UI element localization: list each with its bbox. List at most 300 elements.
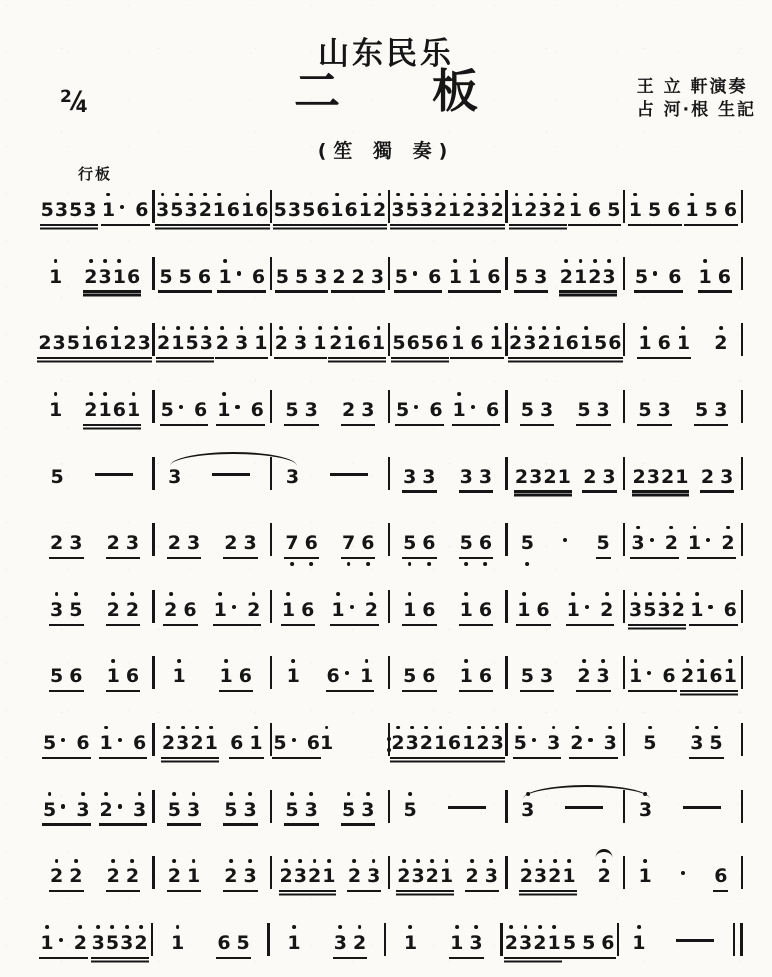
note-group bbox=[450, 933, 482, 954]
augmentation-dot bbox=[59, 938, 63, 942]
note-digits bbox=[107, 600, 139, 621]
note-group bbox=[348, 866, 380, 887]
note-number: 6 bbox=[357, 332, 371, 355]
note-group bbox=[569, 200, 621, 221]
barline bbox=[270, 323, 273, 356]
measure bbox=[626, 533, 739, 561]
measure bbox=[38, 400, 151, 428]
note-number: 3 bbox=[720, 465, 734, 488]
score-line bbox=[38, 586, 744, 628]
note-number: 3 bbox=[657, 598, 671, 621]
note-number: 1 bbox=[448, 265, 463, 288]
note-digits bbox=[49, 400, 62, 421]
note-number: 2 bbox=[700, 465, 715, 488]
barline bbox=[152, 723, 155, 756]
note-number: 2 bbox=[134, 931, 148, 954]
note-number: 2 bbox=[391, 732, 405, 754]
note-group bbox=[285, 800, 317, 821]
note-number: 5 bbox=[643, 598, 657, 621]
note-digits bbox=[50, 467, 63, 488]
note-number: 1 bbox=[685, 199, 699, 221]
barline bbox=[152, 523, 155, 556]
barline bbox=[741, 590, 744, 623]
note-number: 3 bbox=[603, 732, 617, 754]
note-number: 5 bbox=[236, 931, 250, 954]
note-digits bbox=[84, 267, 140, 288]
note-number: 5 bbox=[185, 332, 199, 355]
note-number: 1 bbox=[287, 931, 301, 954]
note-number: 5 bbox=[709, 732, 723, 754]
note-number: 2 bbox=[351, 265, 365, 288]
note-digits bbox=[633, 467, 689, 488]
note-number: 5 bbox=[159, 265, 173, 288]
note-group bbox=[100, 733, 147, 754]
note-number: 6 bbox=[478, 665, 493, 688]
note-number: 2 bbox=[157, 332, 171, 355]
note-number: 6 bbox=[69, 665, 83, 688]
note-group bbox=[632, 933, 645, 954]
note-number: 1 bbox=[403, 931, 418, 954]
note-number: 3 bbox=[243, 532, 257, 555]
note-group bbox=[638, 400, 670, 421]
barline bbox=[505, 590, 508, 623]
note-number: 2 bbox=[632, 465, 646, 488]
note-number: 3 bbox=[518, 931, 533, 954]
note-group bbox=[161, 400, 208, 421]
note-number: 1 bbox=[459, 598, 473, 621]
note-digits bbox=[89, 467, 139, 488]
note-number: 3 bbox=[314, 265, 328, 288]
note-number: 2 bbox=[73, 931, 87, 954]
note-number: 3 bbox=[285, 465, 300, 488]
augmentation-dot bbox=[708, 605, 712, 609]
note-number: 2 bbox=[99, 798, 113, 821]
note-digits bbox=[629, 600, 685, 621]
measure bbox=[273, 726, 386, 761]
note-group bbox=[451, 333, 503, 354]
note-number: 2 bbox=[661, 465, 675, 488]
measure bbox=[273, 800, 386, 828]
barline bbox=[741, 790, 744, 823]
note-number: 6 bbox=[478, 598, 493, 621]
barline bbox=[152, 590, 155, 623]
note-number: 2 bbox=[50, 865, 64, 888]
note-digits bbox=[597, 533, 610, 554]
credit-line-transcriber: 占 河·根 生記 bbox=[636, 100, 756, 120]
note-digits bbox=[332, 267, 384, 288]
note-number: 3 bbox=[547, 732, 561, 754]
note-group bbox=[598, 866, 611, 887]
note-group bbox=[224, 866, 256, 887]
note-digits bbox=[168, 467, 181, 488]
note-group bbox=[577, 666, 609, 687]
note-digits bbox=[161, 400, 208, 421]
note-number: 2 bbox=[123, 332, 137, 355]
note-number: 1 bbox=[219, 665, 233, 688]
note-number: 5 bbox=[634, 265, 649, 288]
note-number: 3 bbox=[52, 332, 66, 355]
note-digits bbox=[102, 200, 149, 221]
note-group bbox=[577, 400, 609, 421]
note-group bbox=[567, 600, 614, 621]
note-number: 3 bbox=[137, 332, 151, 355]
note-number: 1 bbox=[171, 332, 185, 355]
note-group bbox=[558, 533, 572, 554]
note-number: 5 bbox=[160, 398, 174, 421]
note-number: 6 bbox=[183, 598, 197, 621]
genre-title: 山东民乐 bbox=[318, 36, 454, 72]
held-beat-dash bbox=[330, 473, 368, 476]
note-digits bbox=[392, 333, 448, 354]
barline bbox=[623, 590, 626, 623]
note-group bbox=[89, 467, 139, 488]
note-digits bbox=[460, 533, 492, 554]
note-group bbox=[701, 467, 733, 488]
note-number: 2 bbox=[224, 865, 238, 888]
note-number: 1 bbox=[459, 665, 473, 688]
measure bbox=[273, 600, 386, 628]
note-group bbox=[286, 467, 299, 488]
note-number: 3 bbox=[120, 931, 134, 954]
note-digits bbox=[164, 600, 196, 621]
note-number: 2 bbox=[161, 732, 176, 754]
note-number: 5 bbox=[285, 398, 299, 421]
note-number: 6 bbox=[588, 199, 602, 221]
note-digits bbox=[509, 333, 565, 354]
note-number: 6 bbox=[565, 332, 579, 355]
credits bbox=[637, 76, 756, 122]
note-digits bbox=[699, 267, 731, 288]
note-digits bbox=[287, 666, 300, 687]
note-number: 2 bbox=[425, 865, 439, 888]
measure bbox=[509, 666, 622, 694]
measure bbox=[391, 200, 504, 228]
note-group bbox=[276, 267, 328, 288]
note-digits bbox=[517, 600, 549, 621]
measure bbox=[620, 933, 732, 961]
note-number: 1 bbox=[462, 732, 476, 754]
note-number: 3 bbox=[596, 665, 610, 688]
measure bbox=[38, 200, 151, 228]
barline bbox=[623, 790, 626, 823]
note-number: 1 bbox=[40, 931, 54, 954]
barline bbox=[741, 523, 744, 556]
note-digits bbox=[598, 866, 611, 887]
note-number: 3 bbox=[125, 532, 140, 555]
note-digits bbox=[50, 666, 82, 687]
barline bbox=[270, 856, 273, 889]
note-group bbox=[685, 200, 737, 221]
measure bbox=[626, 800, 739, 828]
note-number: 1 bbox=[447, 199, 462, 221]
note-number: 5 bbox=[704, 199, 718, 221]
measure bbox=[509, 267, 622, 295]
fermata-icon bbox=[596, 849, 613, 858]
barline bbox=[152, 190, 155, 223]
note-group bbox=[168, 800, 200, 821]
barline bbox=[741, 723, 744, 756]
measure bbox=[391, 267, 504, 295]
note-digits bbox=[567, 600, 614, 621]
note-digits bbox=[695, 400, 727, 421]
note-group bbox=[50, 866, 82, 887]
note-number: 1 bbox=[343, 332, 357, 355]
note-number: 3 bbox=[304, 798, 318, 821]
note-digits bbox=[168, 866, 200, 887]
augmentation-dot bbox=[120, 205, 124, 209]
note-group bbox=[688, 533, 735, 554]
note-group bbox=[41, 200, 97, 221]
note-number: 1 bbox=[112, 265, 126, 288]
barline bbox=[623, 656, 626, 689]
note-number: 3 bbox=[293, 332, 308, 355]
barline bbox=[505, 723, 508, 756]
note-number: 6 bbox=[255, 199, 269, 221]
note-group bbox=[159, 267, 211, 288]
note-number: 6 bbox=[470, 332, 484, 355]
note-digits bbox=[515, 267, 547, 288]
note-group bbox=[453, 400, 500, 421]
note-number: 1 bbox=[286, 665, 300, 688]
barline bbox=[623, 323, 626, 356]
note-digits bbox=[327, 666, 374, 687]
note-number: 3 bbox=[602, 265, 616, 288]
note-number: 1 bbox=[468, 265, 482, 288]
barline bbox=[270, 390, 273, 423]
note-number: 2 bbox=[347, 865, 362, 888]
note-group bbox=[509, 333, 565, 354]
note-digits bbox=[107, 666, 139, 687]
augmentation-dot bbox=[706, 538, 710, 542]
barline bbox=[151, 923, 154, 956]
note-number: 6 bbox=[250, 398, 264, 421]
note-group bbox=[510, 200, 566, 221]
augmentation-dot bbox=[292, 738, 296, 742]
measure bbox=[509, 533, 622, 561]
note-number: 3 bbox=[646, 465, 661, 488]
measure bbox=[156, 467, 269, 495]
measure bbox=[156, 533, 269, 561]
note-number: 1 bbox=[313, 332, 327, 355]
note-number: 3 bbox=[184, 199, 198, 221]
note-digits bbox=[157, 333, 213, 354]
note-digits bbox=[560, 267, 616, 288]
note-group bbox=[220, 666, 252, 687]
note-digits bbox=[320, 733, 333, 754]
barline bbox=[623, 190, 626, 223]
note-number: 3 bbox=[370, 265, 385, 288]
augmentation-dot bbox=[647, 671, 651, 675]
score-line bbox=[38, 253, 744, 295]
note-number: 3 bbox=[484, 865, 498, 888]
note-number: 3 bbox=[50, 598, 64, 621]
measure bbox=[273, 666, 386, 694]
note-number: 1 bbox=[566, 598, 580, 621]
note-number: 2 bbox=[84, 398, 98, 421]
augmentation-dot bbox=[237, 271, 241, 275]
note-number: 2 bbox=[125, 598, 140, 621]
note-number: 6 bbox=[485, 398, 500, 421]
barline bbox=[152, 257, 155, 290]
note-group bbox=[285, 533, 317, 554]
measure bbox=[391, 467, 504, 495]
note-number: 1 bbox=[562, 865, 576, 888]
note-group bbox=[287, 933, 300, 954]
piece-title: 二 板 bbox=[294, 64, 478, 118]
note-digits bbox=[521, 666, 553, 687]
barline bbox=[270, 790, 273, 823]
note-digits bbox=[635, 267, 682, 288]
note-group bbox=[275, 333, 327, 354]
note-number: 6 bbox=[125, 665, 140, 688]
measure bbox=[626, 333, 739, 361]
note-digits bbox=[50, 600, 82, 621]
note-group bbox=[273, 733, 320, 754]
augmentation-dot bbox=[585, 605, 589, 609]
note-number: 5 bbox=[42, 798, 57, 821]
measure bbox=[391, 600, 504, 628]
note-group bbox=[40, 933, 87, 954]
note-digits bbox=[510, 200, 566, 221]
note-number: 3 bbox=[422, 465, 436, 488]
note-digits bbox=[631, 533, 678, 554]
note-number: 1 bbox=[320, 732, 334, 754]
measure bbox=[391, 533, 504, 561]
note-digits bbox=[285, 533, 317, 554]
note-group bbox=[164, 600, 196, 621]
note-digits bbox=[162, 733, 218, 754]
note-number: 2 bbox=[329, 332, 343, 355]
note-digits bbox=[460, 467, 492, 488]
note-group bbox=[629, 666, 676, 687]
note-group bbox=[107, 600, 139, 621]
note-digits bbox=[342, 800, 374, 821]
note-number: 2 bbox=[570, 732, 584, 754]
note-number: 1 bbox=[675, 465, 689, 488]
note-digits bbox=[216, 333, 268, 354]
note-number: 3 bbox=[657, 398, 671, 421]
note-group bbox=[460, 467, 492, 488]
note-number: 1 bbox=[557, 465, 571, 488]
note-group bbox=[466, 866, 498, 887]
note-number: 2 bbox=[190, 732, 204, 754]
note-number: 1 bbox=[547, 931, 561, 954]
note-digits bbox=[451, 333, 503, 354]
note-group bbox=[460, 666, 492, 687]
note-digits bbox=[280, 866, 336, 887]
note-group bbox=[391, 733, 447, 754]
note-number: 5 bbox=[50, 465, 64, 488]
note-number: 6 bbox=[112, 398, 126, 421]
note-number: 2 bbox=[247, 598, 261, 621]
note-group bbox=[583, 467, 615, 488]
score-line bbox=[38, 519, 744, 561]
augmentation-dot bbox=[563, 538, 567, 542]
note-number: 2 bbox=[167, 532, 181, 555]
note-number: 5 bbox=[275, 265, 290, 288]
note-group bbox=[629, 600, 685, 621]
augmentation-dot bbox=[413, 271, 417, 275]
note-digits bbox=[403, 600, 435, 621]
note-number: 5 bbox=[643, 732, 657, 754]
note-digits bbox=[569, 200, 621, 221]
note-group bbox=[633, 467, 689, 488]
note-number: 2 bbox=[215, 332, 229, 355]
note-number: 3 bbox=[54, 199, 69, 221]
note-number: 5 bbox=[285, 798, 299, 821]
note-number: 6 bbox=[422, 532, 436, 555]
score-line bbox=[38, 386, 744, 428]
note-number: 2 bbox=[504, 931, 518, 954]
note-group bbox=[282, 600, 314, 621]
measure bbox=[626, 866, 739, 894]
note-number: 3 bbox=[243, 798, 257, 821]
measure bbox=[156, 200, 269, 228]
note-number: 2 bbox=[38, 332, 52, 355]
note-group bbox=[162, 733, 218, 754]
note-group bbox=[670, 933, 720, 954]
measure bbox=[509, 600, 622, 628]
note-group bbox=[327, 666, 374, 687]
note-group bbox=[100, 800, 147, 821]
note-group bbox=[38, 333, 94, 354]
note-digits bbox=[566, 333, 622, 354]
barline bbox=[505, 323, 508, 356]
note-number: 2 bbox=[559, 265, 573, 288]
tie-arc bbox=[170, 452, 297, 466]
measure bbox=[387, 933, 499, 961]
note-number: 3 bbox=[234, 332, 249, 355]
note-number: 5 bbox=[273, 732, 287, 754]
note-number: 2 bbox=[519, 865, 533, 888]
held-beat-dash bbox=[565, 806, 603, 809]
note-group bbox=[638, 333, 690, 354]
note-digits bbox=[520, 866, 576, 887]
note-number: 2 bbox=[69, 865, 83, 888]
note-number: 5 bbox=[69, 199, 83, 221]
note-number: 1 bbox=[568, 199, 582, 221]
measure bbox=[38, 933, 150, 961]
note-digits bbox=[690, 733, 722, 754]
note-digits bbox=[448, 733, 504, 754]
note-number: 5 bbox=[596, 532, 610, 555]
note-number: 1 bbox=[450, 931, 464, 954]
note-number: 5 bbox=[69, 598, 83, 621]
note-digits bbox=[171, 933, 184, 954]
barline bbox=[741, 656, 744, 689]
note-number: 3 bbox=[155, 199, 170, 221]
note-number: 2 bbox=[164, 598, 178, 621]
note-number: 6 bbox=[478, 532, 493, 555]
note-digits bbox=[515, 467, 571, 488]
barline bbox=[388, 190, 391, 223]
measure bbox=[509, 333, 622, 361]
note-number: 1 bbox=[98, 398, 112, 421]
measure bbox=[38, 267, 151, 295]
note-number: 2 bbox=[548, 865, 562, 888]
note-number: 6 bbox=[361, 532, 375, 555]
note-number: 3 bbox=[631, 532, 645, 555]
note-digits bbox=[450, 933, 482, 954]
barline bbox=[270, 257, 273, 290]
note-digits bbox=[505, 933, 561, 954]
note-number: 3 bbox=[69, 532, 83, 555]
note-number: 2 bbox=[476, 732, 490, 754]
note-group bbox=[218, 267, 265, 288]
barline bbox=[384, 923, 387, 956]
note-number: 1 bbox=[212, 199, 226, 221]
note-number: 1 bbox=[698, 265, 712, 288]
